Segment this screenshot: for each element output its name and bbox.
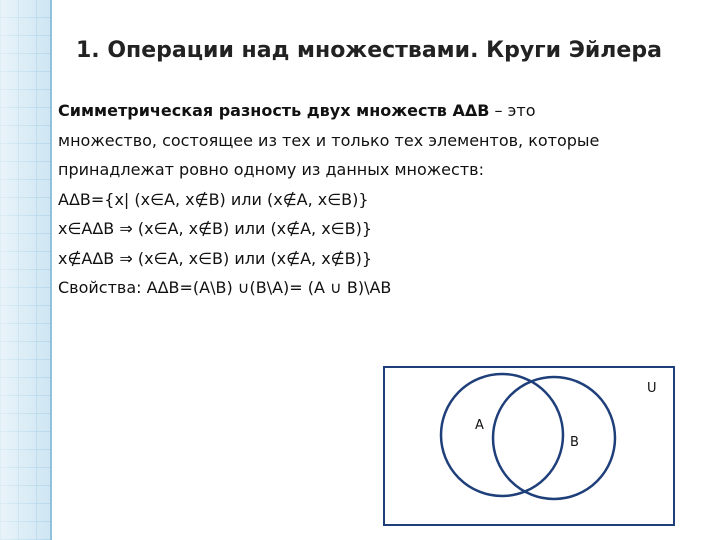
universe-rectangle [384, 367, 674, 525]
slide-title: 1. Операции над множествами. Круги Эйлера [76, 38, 662, 63]
formula-non-membership: x∉АΔВ ⇒ (x∈А, x∈В) или (x∉А, x∉В)} [58, 248, 373, 268]
decorative-side-bar [0, 0, 52, 540]
formula-set-builder: АΔВ={x| (x∈А, x∉В) или (x∉А, x∈В)} [58, 189, 369, 209]
slide-body [58, 96, 708, 303]
definition-rest: – это [489, 101, 536, 120]
set-b-label: B [570, 435, 579, 450]
formula-properties: Свойства: АΔВ=(А\В) ∪(В\А)= (А ∪ В)\АВ [58, 278, 392, 297]
definition-term: Симметрическая разность двух множеств АΔВ [58, 101, 490, 120]
universe-label: U [647, 381, 657, 396]
definition-line-1 [58, 96, 708, 126]
set-a-circle [441, 374, 563, 496]
set-a-label: A [475, 418, 484, 433]
definition-line-3: принадлежат ровно одному из данных множеств: [58, 160, 484, 179]
formula-membership: x∈АΔВ ⇒ (x∈А, x∉В) или (x∉А, x∈В)} [58, 219, 373, 238]
venn-diagram [383, 366, 675, 526]
set-b-circle [493, 377, 615, 499]
definition-line-2: множество, состоящее из тех и только тех элементов, которые [58, 130, 600, 150]
